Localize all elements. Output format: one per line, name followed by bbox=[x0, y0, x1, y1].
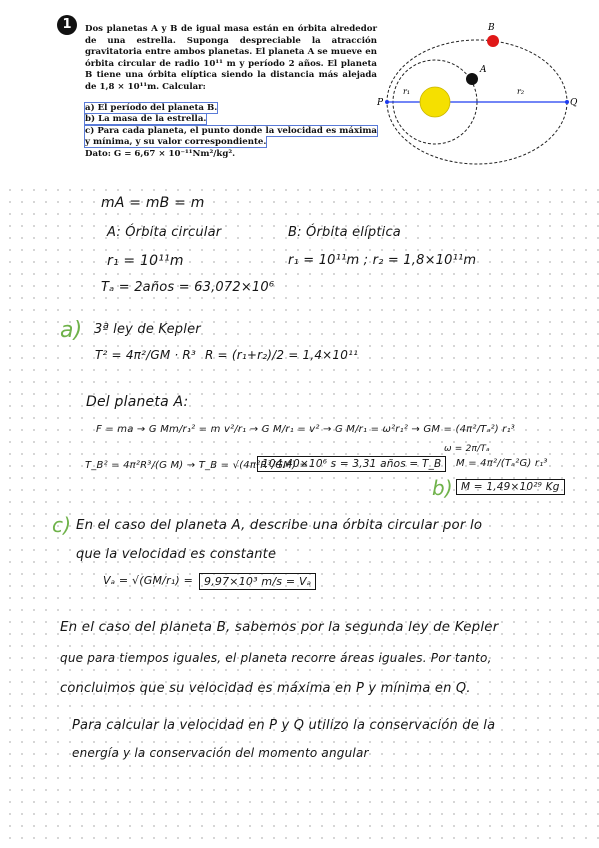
problem-number-badge: 1 bbox=[57, 15, 77, 35]
planet-b-icon bbox=[487, 35, 499, 47]
problem-statement bbox=[85, 24, 377, 161]
section-a-label: a) bbox=[60, 318, 83, 343]
mean-radius-equation: R = (r₁+r₂)/2 = 1,4×10¹¹ bbox=[205, 348, 359, 362]
problem-header bbox=[0, 0, 599, 182]
star-mass-result: M = 1,49×10²⁹ Kg bbox=[456, 479, 565, 495]
force-derivation: F = ma → G Mm/r₁² = m v²/r₁ → G M/r₁ = v² → G M/r₁ = ω²r₁² → GM = (4π²/Tₐ²) r₁³ bbox=[96, 424, 515, 435]
notes-period-a: Tₐ = 2años = 63,072×10⁶ bbox=[101, 280, 275, 295]
given-data: Dato: G = 6,67 × 10⁻¹¹Nm²/kg². bbox=[85, 148, 236, 159]
kepler-title: 3ª ley de Kepler bbox=[94, 322, 201, 337]
omega-equation: ω = 2π/Tₐ bbox=[444, 444, 490, 454]
notes-radii-b: r₁ = 10¹¹m ; r₂ = 1,8×10¹¹m bbox=[288, 253, 477, 268]
label-q: Q bbox=[570, 98, 578, 108]
star-icon bbox=[420, 87, 450, 117]
c-paragraph-line-2: que la velocidad es constante bbox=[76, 547, 277, 562]
planet-a-heading: Del planeta A: bbox=[86, 394, 189, 410]
section-c-label: c) bbox=[52, 513, 72, 537]
point-p-marker bbox=[385, 100, 389, 104]
b-paragraph-line-3: concluimos que su velocidad es máxima en P y mínima en Q. bbox=[60, 681, 471, 696]
period-b-result: 104,40×10⁶ s = 3,31 años = T_B bbox=[257, 456, 446, 472]
star-mass-equation: M = 4π²/(Tₐ²G) r₁³ bbox=[456, 458, 548, 469]
question-a: a) El período del planeta B. bbox=[85, 102, 218, 113]
velocity-a-equation: Vₐ = √(GM/r₁) = bbox=[103, 574, 194, 587]
method-line-2: energía y la conservación del momento angular bbox=[72, 746, 369, 760]
label-r2: r₂ bbox=[517, 87, 525, 96]
period-b-equation: T_B² = 4π²R³/(G M) → T_B = √(4π²R³/GM) = bbox=[85, 460, 309, 471]
b-paragraph-line-1: En el caso del planeta B, sabemos por la segunda ley de Kepler bbox=[60, 620, 499, 635]
question-b: b) La masa de la estrella. bbox=[85, 114, 207, 125]
label-p: P bbox=[377, 98, 384, 108]
label-a: A bbox=[480, 65, 487, 75]
b-paragraph-line-2: que para tiempos iguales, el planeta recorre áreas iguales. Por tanto, bbox=[60, 651, 492, 665]
notes-orbit-b-title: B: Órbita elíptica bbox=[288, 225, 401, 240]
label-b: B bbox=[488, 23, 495, 33]
label-r1: r₁ bbox=[403, 87, 411, 96]
notes-r1-a: r₁ = 10¹¹m bbox=[107, 253, 184, 269]
orbit-diagram bbox=[377, 20, 582, 175]
section-b-label: b) bbox=[432, 476, 453, 500]
problem-paragraph: Dos planetas A y B de igual masa están en órbita alrededor de una estrella. Suponga despreciable la atracción gravitatoria entre ambos planetas. El planeta A se mueve en órbita circular de radio 10¹¹ m y período 2 años. El planeta B tiene una órbita elíptica siendo la distancia más alejada de 1,8 × 10¹¹m. Calcular: bbox=[85, 24, 377, 92]
notes-orbit-a-title: A: Órbita circular bbox=[107, 225, 222, 240]
question-c: c) Para cada planeta, el punto donde la velocidad es máxima y mínima, y su valor correspondiente. bbox=[85, 125, 377, 148]
notes-mass-equality: mA = mB = m bbox=[101, 195, 205, 211]
kepler-equation: T² = 4π²/GM · R³ bbox=[95, 348, 196, 362]
point-q-marker bbox=[565, 100, 569, 104]
velocity-a-result: 9,97×10³ m/s = Vₐ bbox=[199, 573, 316, 590]
method-line-1: Para calcular la velocidad en P y Q utilizo la conservación de la bbox=[72, 718, 496, 733]
planet-a-icon bbox=[466, 73, 478, 85]
c-paragraph-line-1: En el caso del planeta A, describe una órbita circular por lo bbox=[76, 518, 483, 533]
